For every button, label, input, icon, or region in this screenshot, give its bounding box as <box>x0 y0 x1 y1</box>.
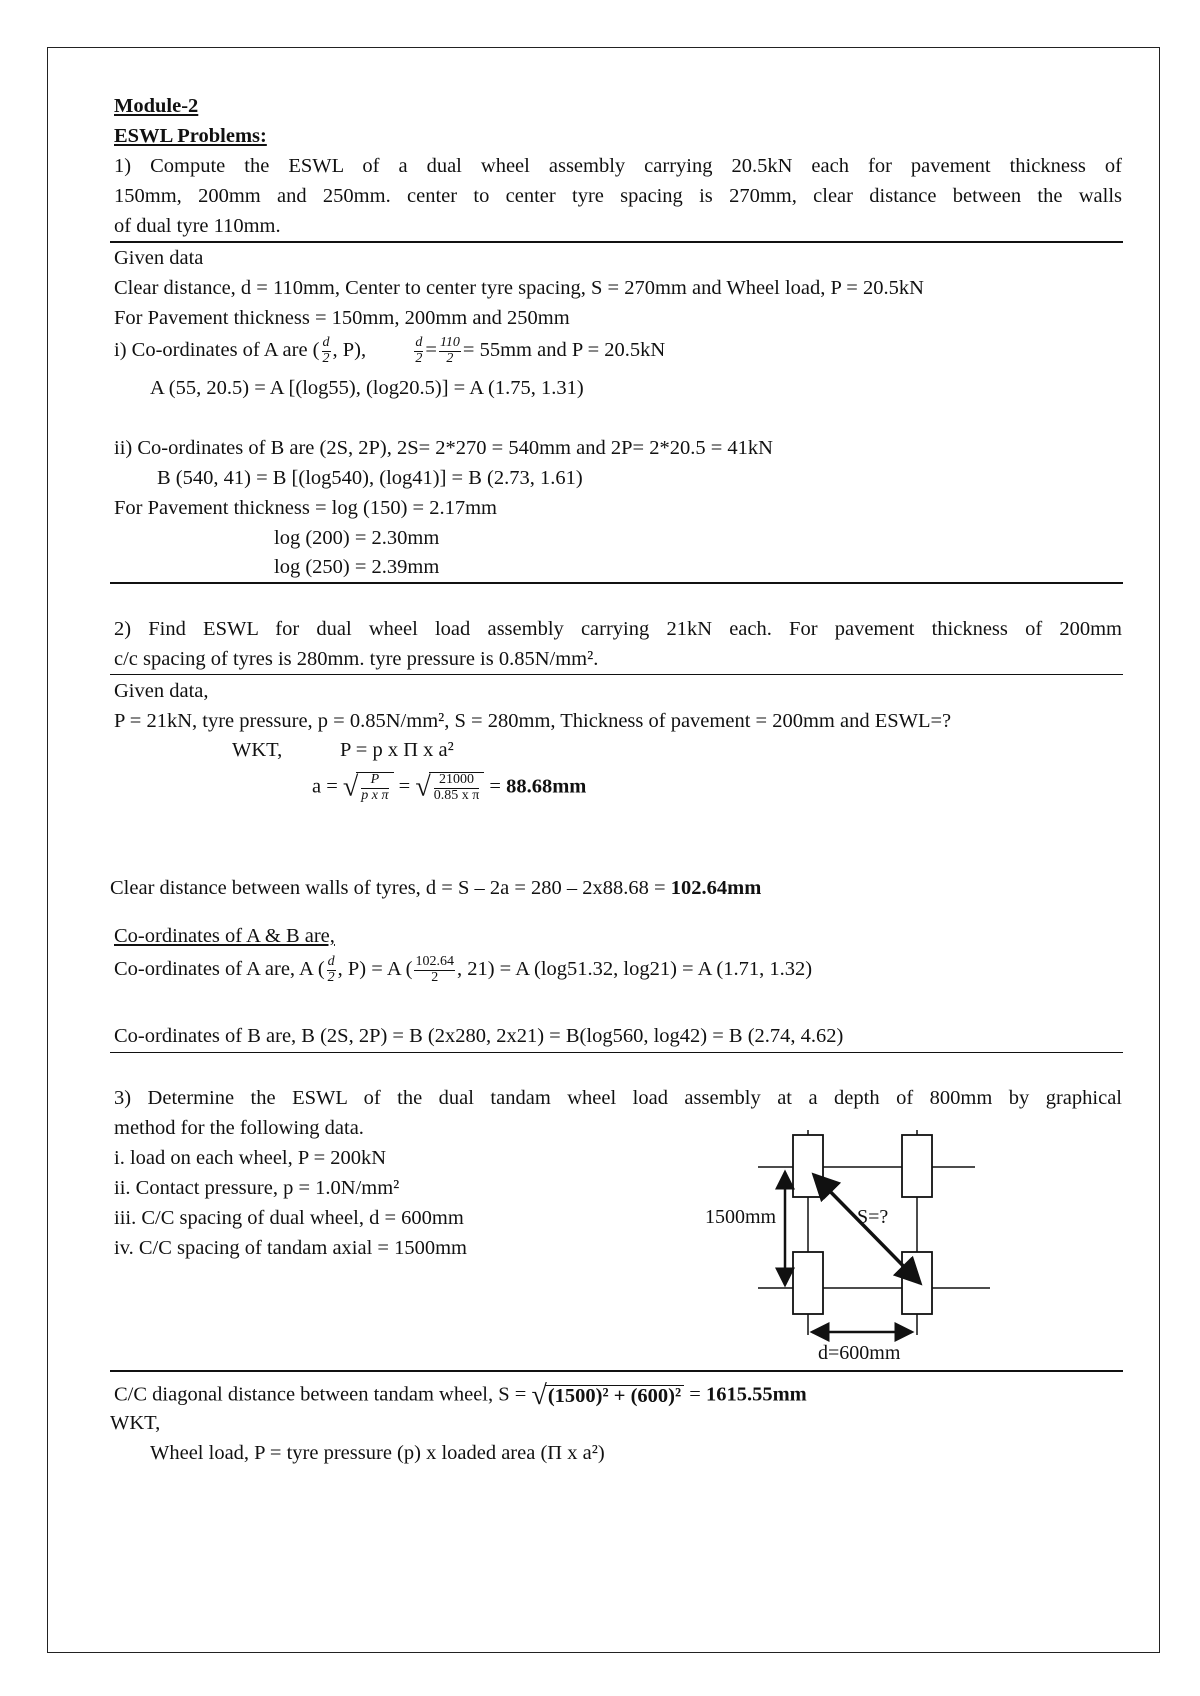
p3-wheel-load: Wheel load, P = tyre pressure (p) x loaded area (Π x a²) <box>150 1442 605 1464</box>
p1-coord-b: ii) Co-ordinates of B are (2S, 2P), 2S= 2*270 = 540mm and 2P= 2*20.5 = 41kN <box>114 437 773 459</box>
p3-item4: iv. C/C spacing of tandam axial = 1500mm <box>114 1237 467 1259</box>
p2-coord-b: Co-ordinates of B are, B (2S, 2P) = B (2x280, 2x21) = B(log560, log42) = B (2.74, 4.62) <box>114 1025 844 1047</box>
p3-item3: iii. C/C spacing of dual wheel, d = 600mm <box>114 1207 464 1229</box>
divider <box>110 582 1123 584</box>
p1-clear: Clear distance, d = 110mm, Center to center tyre spacing, S = 270mm and Wheel load, P = 20.5kN <box>114 277 924 299</box>
p2-wkt: WKT, <box>232 739 283 761</box>
p1-log150: For Pavement thickness = log (150) = 2.17mm <box>114 497 497 519</box>
p1-log200: log (200) = 2.30mm <box>274 527 440 549</box>
p2-values: P = 21kN, tyre pressure, p = 0.85N/mm², S = 280mm, Thickness of pavement = 200mm and ESWL=? <box>114 710 952 732</box>
p3-item1: i. load on each wheel, P = 200kN <box>114 1147 387 1169</box>
problem2-line2: c/c spacing of tyres is 280mm. tyre pressure is 0.85N/mm². <box>114 648 599 670</box>
fig-label-1500: 1500mm <box>705 1206 777 1228</box>
wheel-bottom-right <box>902 1252 932 1314</box>
p1-coord-a: i) Co-ordinates of A are ( $\frac{d}{2}$ , P), $\frac{d}{2}$ = $\frac{110}{2}$ = 55mm and P = 20.5kN <box>114 335 666 366</box>
p3-item2: ii. Contact pressure, p = 1.0N/mm² <box>114 1177 400 1199</box>
problem2-line1: 2) Find ESWL for dual wheel load assembly carrying 21kN each. For pavement thickness of 200mm <box>114 618 1122 640</box>
p3-diagonal: C/C diagonal distance between tandam wheel, S = √(1500)² + (600)² = 1615.55mm <box>114 1380 807 1411</box>
p2-clear-distance: Clear distance between walls of tyres, d = S – 2a = 280 – 2x88.68 = 102.64mm <box>110 877 762 899</box>
p2-coord-a: Co-ordinates of A are, A ( $\frac{d}{2}$ , P) = A ( $\frac{102.64}{2}$ , 21) = A (log51.32, log21) = A (1.71, 1.32) <box>114 954 813 985</box>
fig-label-d: d=600mm <box>818 1342 901 1364</box>
section-title: ESWL Problems: <box>114 125 267 147</box>
wheel-top-left <box>793 1135 823 1197</box>
p2-given: Given data, <box>114 680 209 702</box>
divider <box>110 674 1123 675</box>
problem1-line1: 1) Compute the ESWL of a dual wheel assembly carrying 20.5kN each for pavement thickness of <box>114 155 1122 177</box>
p1-log250: log (250) = 2.39mm <box>274 556 440 578</box>
tandem-wheel-diagram <box>690 1120 1020 1370</box>
problem3-line1: 3) Determine the ESWL of the dual tandam wheel load assembly at a depth of 800mm by graphical <box>114 1087 1122 1109</box>
wheel-bottom-left <box>793 1252 823 1314</box>
divider <box>110 1370 1123 1372</box>
wheel-top-right <box>902 1135 932 1197</box>
problem3-line2: method for the following data. <box>114 1117 364 1139</box>
p1-b-point: B (540, 41) = B [(log540), (log41)] = B (2.73, 1.61) <box>157 467 583 489</box>
problem1-line2: 150mm, 200mm and 250mm. center to center tyre spacing is 270mm, clear distance between the walls <box>114 185 1122 207</box>
p3-wkt: WKT, <box>110 1412 161 1434</box>
divider <box>110 241 1123 243</box>
p2-a-equation: a = √ $\frac{P}{\text{p x π}}$ = √ $\frac{21000}{\text{0.85 x π}}$ = 88.68mm <box>312 771 587 803</box>
fig-label-s: S=? <box>857 1206 889 1228</box>
p2-coord-heading: Co-ordinates of A & B are, <box>114 925 335 947</box>
p1-a-point: A (55, 20.5) = A [(log55), (log20.5)] = A (1.75, 1.31) <box>150 377 584 399</box>
p1-thickness: For Pavement thickness = 150mm, 200mm and 250mm <box>114 307 570 329</box>
p1-given: Given data <box>114 247 204 269</box>
divider <box>110 1052 1123 1053</box>
problem1-line3: of dual tyre 110mm. <box>114 215 281 237</box>
module-title: Module-2 <box>114 95 199 117</box>
p2-formula: P = p x Π x a² <box>340 739 454 761</box>
